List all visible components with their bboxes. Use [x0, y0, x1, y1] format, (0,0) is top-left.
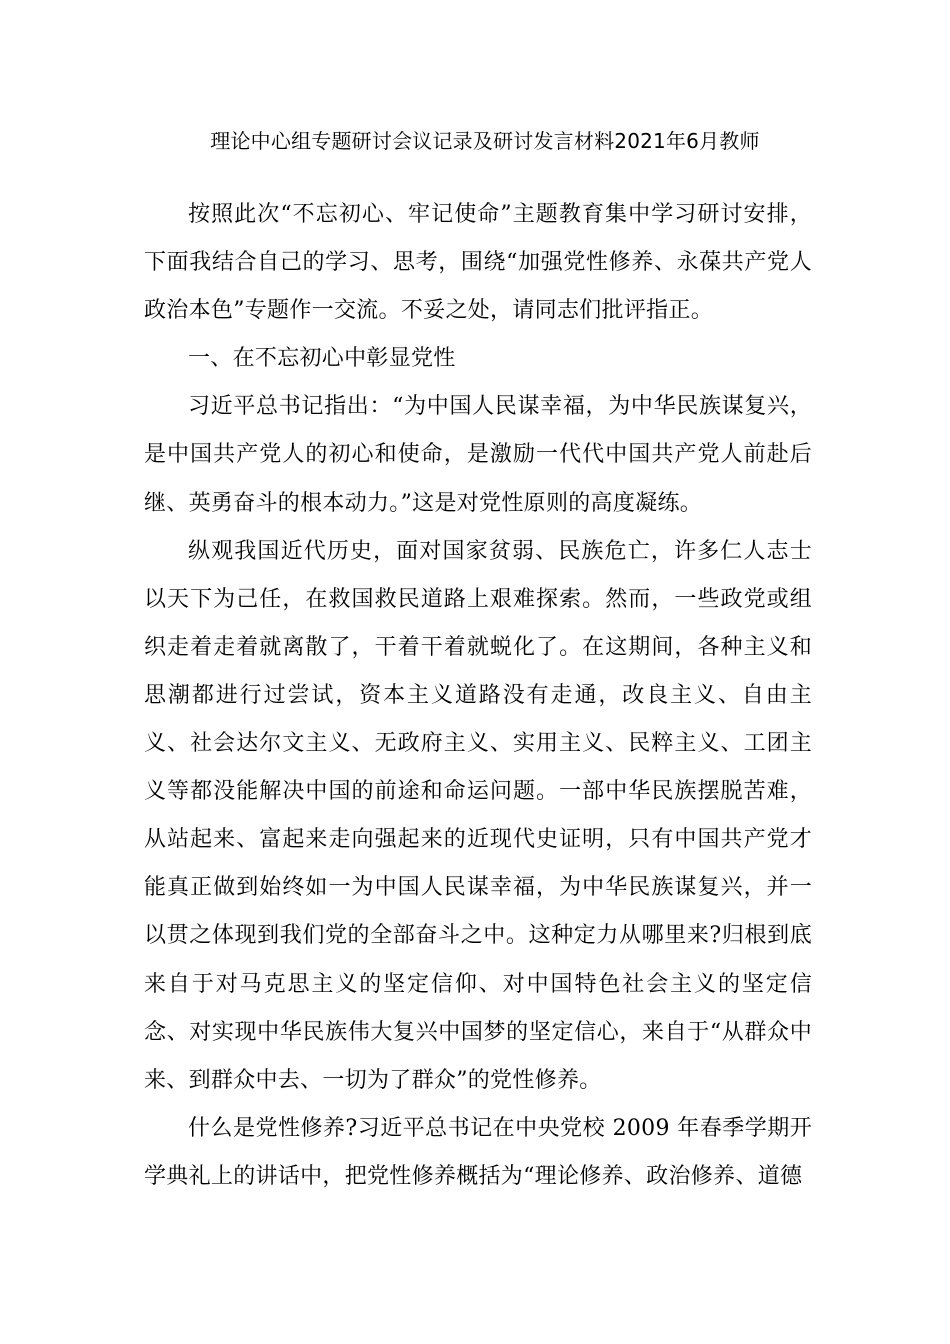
- paragraph-party-cultivation: 什么是党性修养?习近平总书记在中央党校 2009 年春季学期开学典礼上的讲话中，把党性修养概括为“理论修养、政治修养、道德: [144, 1115, 812, 1189]
- paragraph-intro: 按照此次“不忘初心、牢记使命”主题教育集中学习研讨安排，下面我结合自己的学习、思考，围绕“加强党性修养、永葆共产党人政治本色”专题作一交流。不妥之处，请同志们批评指正。: [144, 202, 812, 324]
- section-heading-1: 一、在不忘初心中彰显党性: [188, 346, 456, 372]
- paragraph-history: 纵观我国近代历史，面对国家贫弱、民族危亡，许多仁人志士以天下为己任，在救国救民道路上艰难探索。然而，一些政党或组织走着走着就离散了，干着干着就蜕化了。在这期间，各种主义和思潮都进行过尝试，资本主义道路没有走通，改良主义、自由主义、社会达尔文主义、无政府主义、实用主义、民粹主义、工团主义等都没能解决中国的前途和命运问题。一部中华民族摆脱苦难，从站起来、富起来走向强起来的近现代史证明，只有中国共产党才能真正做到始终如一为中国人民谋幸福，为中华民族谋复兴，并一以贯之体现到我们党的全部奋斗之中。这种定力从哪里来?归根到底来自于对马克思主义的坚定信仰、对中国特色社会主义的坚定信念、对实现中华民族伟大复兴中国梦的坚定信心，来自于“从群众中来、到群众中去、一切为了群众”的党性修养。: [144, 538, 812, 1093]
- document-title: 理论中心组专题研讨会议记录及研讨发言材料2021年6月教师: [210, 129, 760, 153]
- paragraph-quote: 习近平总书记指出：“为中国人民谋幸福，为中华民族谋复兴，是中国共产党人的初心和使命，是激励一代代中国共产党人前赴后继、英勇奋斗的根本动力。”这是对党性原则的高度凝练。: [144, 394, 812, 516]
- document-body: [144, 191, 812, 1201]
